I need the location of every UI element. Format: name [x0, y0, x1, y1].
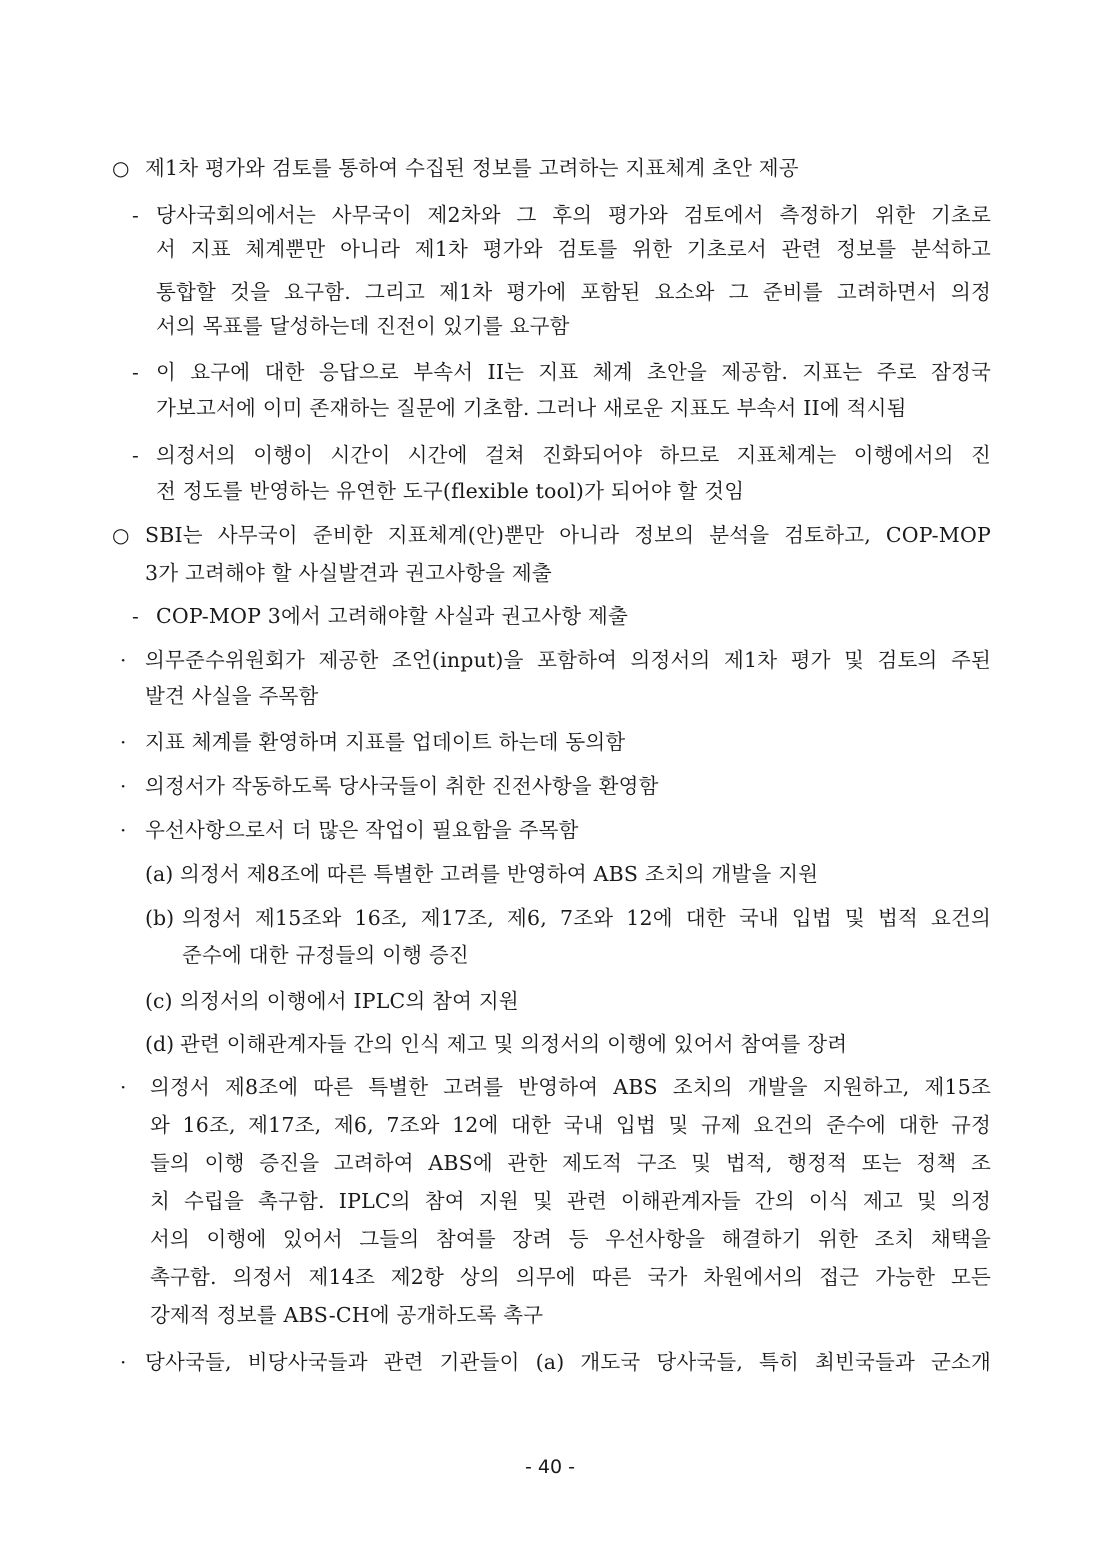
circle-bullet: ○ — [112, 156, 130, 180]
text-line: 강제적 정보를 ABS-CH에 공개하도록 촉구 — [150, 1303, 544, 1327]
text-line: 준수에 대한 규정들의 이행 증진 — [182, 943, 469, 967]
text-line: 관련 이해관계자들 간의 인식 제고 및 의정서의 이행에 있어서 참여를 장려 — [180, 1032, 848, 1056]
text-line: 서의 목표를 달성하는데 진전이 있기를 요구함 — [156, 314, 570, 338]
list-label-d: (d) — [145, 1032, 175, 1056]
text-line: 전 정도를 반영하는 유연한 도구(flexible tool)가 되어야 할 것임 — [156, 479, 745, 503]
text-line: COP-MOP 3에서 고려해야할 사실과 권고사항 제출 — [156, 604, 628, 628]
text-line: 서의 이행에 있어서 그들의 참여를 장려 등 우선사항을 해결하기 위한 조치 채택을 — [150, 1227, 991, 1251]
page-number: - 40 - — [525, 1456, 575, 1478]
dash-bullet: - — [132, 203, 139, 227]
text-line: 우선사항으로서 더 많은 작업이 필요함을 주목함 — [145, 818, 579, 842]
circle-bullet: ○ — [112, 523, 130, 547]
list-label-a: (a) — [145, 862, 174, 886]
dot-bullet: · — [120, 818, 127, 842]
text-line: 지표 체계를 환영하며 지표를 업데이트 하는데 동의함 — [145, 730, 626, 754]
text-line: 의정서 제8조에 따른 특별한 고려를 반영하여 ABS 조치의 개발을 지원하고, 제15조 — [150, 1075, 991, 1099]
text-line: 촉구함. 의정서 제14조 제2항 상의 의무에 따른 국가 차원에서의 접근 가능한 모든 — [150, 1265, 991, 1289]
text-line: SBI는 사무국이 준비한 지표체계(안)뿐만 아니라 정보의 분석을 검토하고, COP-MOP — [145, 523, 991, 547]
text-line: 의정서의 이행이 시간이 시간에 걸쳐 진화되어야 하므로 지표체계는 이행에서의 진 — [156, 443, 991, 467]
text-line: 통합할 것을 요구함. 그리고 제1차 평가에 포함된 요소와 그 준비를 고려하면서 의정 — [156, 280, 991, 304]
dot-bullet: · — [120, 730, 127, 754]
text-line: 당사국들, 비당사국들과 관련 기관들이 (a) 개도국 당사국들, 특히 최빈국들과 군소개 — [145, 1350, 991, 1374]
dot-bullet: · — [120, 1075, 127, 1099]
text-line: 제1차 평가와 검토를 통하여 수집된 정보를 고려하는 지표체계 초안 제공 — [145, 156, 799, 180]
dot-bullet: · — [120, 1350, 127, 1374]
text-line: 가보고서에 이미 존재하는 질문에 기초함. 그러나 새로운 지표도 부속서 II에 적시됨 — [156, 396, 907, 420]
text-line: 의정서 제8조에 따른 특별한 고려를 반영하여 ABS 조치의 개발을 지원 — [180, 862, 819, 886]
text-line: 이 요구에 대한 응답으로 부속서 II는 지표 체계 초안을 제공함. 지표는 주로 잠정국 — [156, 360, 991, 384]
text-line: 의정서의 이행에서 IPLC의 참여 지원 — [180, 989, 519, 1013]
dash-bullet: - — [132, 360, 139, 384]
dot-bullet: · — [120, 774, 127, 798]
dot-bullet: · — [120, 648, 127, 672]
dash-bullet: - — [132, 604, 139, 628]
list-label-c: (c) — [145, 989, 173, 1013]
text-line: 발견 사실을 주목함 — [145, 684, 319, 708]
text-line: 치 수립을 촉구함. IPLC의 참여 지원 및 관련 이해관계자들 간의 이식 제고 및 의정 — [150, 1189, 991, 1213]
text-line: 의무준수위원회가 제공한 조언(input)을 포함하여 의정서의 제1차 평가 및 검토의 주된 — [145, 648, 991, 672]
text-line: 서 지표 체계뿐만 아니라 제1차 평가와 검토를 위한 기초로서 관련 정보를 분석하고 — [156, 237, 991, 261]
text-line: 의정서 제15조와 16조, 제17조, 제6, 7조와 12에 대한 국내 입법 및 법적 요건의 — [182, 906, 991, 930]
text-line: 의정서가 작동하도록 당사국들이 취한 진전사항을 환영함 — [145, 774, 659, 798]
text-line: 와 16조, 제17조, 제6, 7조와 12에 대한 국내 입법 및 규제 요건의 준수에 대한 규정 — [150, 1113, 991, 1137]
text-line: 3가 고려해야 할 사실발견과 권고사항을 제출 — [145, 561, 552, 585]
list-label-b: (b) — [145, 906, 175, 930]
text-line: 당사국회의에서는 사무국이 제2차와 그 후의 평가와 검토에서 측정하기 위한 기초로 — [156, 203, 991, 227]
dash-bullet: - — [132, 443, 139, 467]
text-line: 들의 이행 증진을 고려하여 ABS에 관한 제도적 구조 및 법적, 행정적 또는 정책 조 — [150, 1151, 991, 1175]
